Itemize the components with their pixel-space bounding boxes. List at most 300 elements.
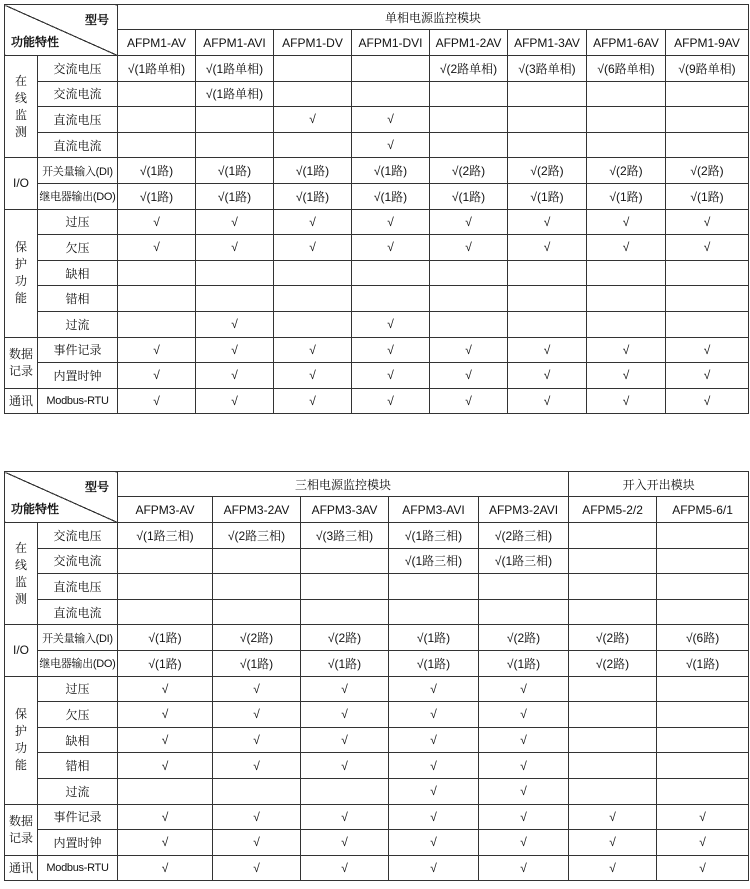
feature-label: 交流电流 [38, 548, 118, 574]
table-row [5, 286, 749, 312]
feature-label: Modbus-RTU [38, 855, 118, 881]
spec-cell [479, 599, 569, 625]
spec-cell: √ [389, 676, 479, 702]
spec-cell [274, 260, 352, 286]
spec-cell: √ [587, 337, 666, 363]
spec-cell [657, 778, 749, 804]
spec-cell [196, 260, 274, 286]
spec-cell: √ [301, 753, 389, 779]
model-header: AFPM1-AV [118, 30, 196, 56]
spec-cell [118, 778, 213, 804]
feature-label: 直流电压 [38, 574, 118, 600]
spec-cell [508, 132, 587, 158]
spec-cell [213, 574, 301, 600]
spec-cell: √ [213, 855, 301, 881]
feature-label: 开关量输入(DI) [38, 625, 118, 651]
spec-cell [118, 286, 196, 312]
spec-cell [569, 676, 657, 702]
table-row [5, 599, 749, 625]
spec-cell: √ [430, 235, 508, 261]
three-phase-io-spec-table [4, 471, 749, 881]
spec-cell: √ [118, 337, 196, 363]
feature-label: 直流电流 [38, 132, 118, 158]
group-label [5, 804, 38, 855]
spec-cell: √(1路单相) [196, 81, 274, 107]
table-row [5, 778, 749, 804]
spec-cell [118, 132, 196, 158]
feature-label: 交流电压 [38, 523, 118, 549]
spec-cell [301, 548, 389, 574]
spec-cell: √ [301, 702, 389, 728]
spec-cell: √(3路单相) [508, 56, 587, 82]
spec-cell: √ [587, 209, 666, 235]
feature-label: 直流电流 [38, 599, 118, 625]
spec-cell: √(1路) [301, 650, 389, 676]
table-row [5, 625, 749, 651]
spec-cell: √ [352, 363, 430, 389]
spec-cell [569, 548, 657, 574]
spec-cell: √ [118, 388, 196, 414]
spec-cell [118, 311, 196, 337]
spec-cell [430, 81, 508, 107]
spec-cell: √ [118, 676, 213, 702]
model-header: AFPM3-2AVI [479, 497, 569, 523]
spec-cell: √(1路三相) [389, 548, 479, 574]
spec-cell: √(1路单相) [196, 56, 274, 82]
group-label-text: I/O [12, 175, 29, 190]
spec-cell: √(1路) [196, 158, 274, 184]
spec-cell: √(2路) [301, 625, 389, 651]
group-label-text: 通讯 [8, 860, 33, 875]
table-row [5, 107, 749, 133]
spec-cell: √(1路) [657, 650, 749, 676]
spec-cell: √ [274, 107, 352, 133]
spec-cell: √ [430, 388, 508, 414]
spec-cell: √ [118, 830, 213, 856]
spec-cell: √ [118, 753, 213, 779]
spec-cell: √(1路) [479, 650, 569, 676]
spec-cell: √ [587, 363, 666, 389]
group-label-text: 数据 记录 [8, 346, 33, 378]
table-row [5, 804, 749, 830]
spec-cell: √(1路) [430, 183, 508, 209]
model-header: AFPM3-AVI [389, 497, 479, 523]
spec-cell [657, 702, 749, 728]
table-row [5, 650, 749, 676]
model-header: AFPM1-DVI [352, 30, 430, 56]
table-row [5, 676, 749, 702]
spec-cell: √ [213, 753, 301, 779]
spec-cell: √(2路) [508, 158, 587, 184]
spec-cell: √ [118, 855, 213, 881]
category-header: 三相电源监控模块 [118, 472, 569, 497]
spec-cell [430, 311, 508, 337]
spec-cell: √(2路) [666, 158, 749, 184]
table-row [5, 209, 749, 235]
spec-cell [666, 311, 749, 337]
spec-cell: √(1路) [213, 650, 301, 676]
spec-cell: √ [352, 235, 430, 261]
group-label-text: 保 护 功 能 [14, 240, 27, 306]
spec-cell [569, 574, 657, 600]
spec-cell [196, 107, 274, 133]
spec-cell: √ [213, 830, 301, 856]
spec-cell: √ [301, 804, 389, 830]
spec-cell: √ [479, 830, 569, 856]
spec-cell [118, 107, 196, 133]
spec-cell: √ [196, 311, 274, 337]
spec-cell: √ [508, 363, 587, 389]
spec-cell: √(2路) [213, 625, 301, 651]
spec-cell: √ [479, 753, 569, 779]
spec-cell [389, 599, 479, 625]
spec-cell: √ [274, 337, 352, 363]
table-row [5, 81, 749, 107]
spec-cell: √ [389, 855, 479, 881]
group-label-text: 保 护 功 能 [14, 707, 27, 773]
spec-cell: √(1路三相) [118, 523, 213, 549]
spec-cell: √ [430, 337, 508, 363]
spec-cell: √ [118, 804, 213, 830]
spec-cell: √ [118, 363, 196, 389]
spec-cell: √(1路) [587, 183, 666, 209]
table-row [5, 183, 749, 209]
model-header: AFPM1-2AV [430, 30, 508, 56]
table-row [5, 548, 749, 574]
table-row [5, 855, 749, 881]
category-header: 单相电源监控模块 [118, 5, 749, 30]
group-label [5, 158, 38, 209]
table-row [5, 337, 749, 363]
feature-label: 欠压 [38, 702, 118, 728]
spec-cell: √ [666, 337, 749, 363]
spec-cell [213, 548, 301, 574]
spec-cell: √ [508, 235, 587, 261]
feature-label: 过流 [38, 311, 118, 337]
spec-cell: √(2路) [569, 650, 657, 676]
group-label [5, 676, 38, 804]
spec-cell [657, 574, 749, 600]
spec-cell [118, 574, 213, 600]
spec-cell: √(1路单相) [118, 56, 196, 82]
spec-cell: √ [274, 363, 352, 389]
table-row [5, 132, 749, 158]
spec-cell: √ [301, 855, 389, 881]
spec-cell: √ [587, 388, 666, 414]
feature-label: 继电器输出(DO) [38, 183, 118, 209]
model-header: AFPM1-AVI [196, 30, 274, 56]
spec-cell: √(6路单相) [587, 56, 666, 82]
spec-cell: √ [352, 337, 430, 363]
group-label [5, 523, 38, 625]
spec-cell: √ [389, 804, 479, 830]
spec-cell [118, 81, 196, 107]
model-header: AFPM1-6AV [587, 30, 666, 56]
spec-cell: √(1路) [118, 158, 196, 184]
spec-cell [569, 523, 657, 549]
feature-header-label: 功能特性 [11, 502, 60, 516]
spec-cell [587, 311, 666, 337]
spec-cell: √(9路单相) [666, 56, 749, 82]
spec-cell: √ [430, 363, 508, 389]
spec-cell: √(2路三相) [479, 523, 569, 549]
model-header: AFPM3-AV [118, 497, 213, 523]
feature-label: 事件记录 [38, 337, 118, 363]
spec-cell: √ [301, 676, 389, 702]
group-label-text: 通讯 [8, 393, 33, 408]
spec-cell [213, 599, 301, 625]
spec-cell: √(2路) [587, 158, 666, 184]
spec-cell: √ [569, 855, 657, 881]
spec-cell [657, 676, 749, 702]
group-label [5, 337, 38, 388]
feature-label: 欠压 [38, 235, 118, 261]
spec-cell: √(1路) [508, 183, 587, 209]
spec-cell: √(1路) [666, 183, 749, 209]
feature-header-label: 功能特性 [11, 35, 60, 49]
spec-cell [569, 702, 657, 728]
spec-cell [274, 311, 352, 337]
spec-cell [508, 107, 587, 133]
table-row [5, 753, 749, 779]
spec-cell: √(3路三相) [301, 523, 389, 549]
table-row [5, 727, 749, 753]
spec-cell: √ [196, 388, 274, 414]
spec-cell: √ [118, 702, 213, 728]
spec-cell: √ [389, 727, 479, 753]
spec-cell [657, 523, 749, 549]
spec-cell: √ [196, 337, 274, 363]
header-row-category [5, 472, 749, 497]
spec-cell: √ [508, 388, 587, 414]
spec-cell [213, 778, 301, 804]
spec-cell: √(1路) [352, 183, 430, 209]
spec-cell: √ [666, 235, 749, 261]
feature-label: 错相 [38, 753, 118, 779]
spec-cell: √ [479, 804, 569, 830]
spec-cell [352, 260, 430, 286]
spec-cell [508, 81, 587, 107]
spec-cell: √ [666, 209, 749, 235]
table-row [5, 363, 749, 389]
spec-cell [657, 599, 749, 625]
spec-cell: √ [274, 209, 352, 235]
spec-cell: √ [213, 804, 301, 830]
spec-cell: √ [479, 778, 569, 804]
spec-cell: √ [196, 235, 274, 261]
spec-cell: √(6路) [657, 625, 749, 651]
spec-cell [352, 81, 430, 107]
spec-cell: √ [479, 727, 569, 753]
model-header-label: 型号 [84, 13, 109, 27]
spec-cell: √ [657, 830, 749, 856]
model-header: AFPM1-9AV [666, 30, 749, 56]
spec-cell: √ [274, 235, 352, 261]
group-label [5, 625, 38, 676]
table-row [5, 388, 749, 414]
group-label-text: 在 线 监 测 [14, 540, 27, 606]
spec-cell: √ [479, 702, 569, 728]
feature-label: 错相 [38, 286, 118, 312]
group-label [5, 209, 38, 337]
spec-cell: √(2路) [430, 158, 508, 184]
feature-label: 继电器输出(DO) [38, 650, 118, 676]
feature-label: 内置时钟 [38, 363, 118, 389]
spec-cell [274, 56, 352, 82]
group-label-text: 在 线 监 测 [14, 73, 27, 139]
spec-cell: √ [657, 804, 749, 830]
spec-cell [657, 753, 749, 779]
spec-cell: √ [389, 778, 479, 804]
feature-label: 过流 [38, 778, 118, 804]
table-row [5, 311, 749, 337]
spec-cell: √(1路三相) [389, 523, 479, 549]
spec-cell: √ [352, 107, 430, 133]
feature-label: 开关量输入(DI) [38, 158, 118, 184]
feature-label: 直流电压 [38, 107, 118, 133]
spec-cell: √ [389, 702, 479, 728]
spec-cell: √(2路单相) [430, 56, 508, 82]
table-row [5, 523, 749, 549]
model-header: AFPM1-DV [274, 30, 352, 56]
header-corner-cell [5, 472, 118, 523]
spec-cell: √(1路) [389, 625, 479, 651]
spec-cell [569, 778, 657, 804]
spec-cell [569, 727, 657, 753]
spec-cell [274, 81, 352, 107]
group-label [5, 388, 38, 414]
feature-label: 内置时钟 [38, 830, 118, 856]
spec-cell [569, 599, 657, 625]
spec-cell [587, 132, 666, 158]
spec-cell [587, 107, 666, 133]
spec-cell: √ [569, 804, 657, 830]
spec-cell [508, 286, 587, 312]
group-label [5, 56, 38, 158]
group-label [5, 855, 38, 881]
spec-cell [508, 311, 587, 337]
single-phase-spec-table [4, 4, 749, 414]
spec-cell: √(1路) [274, 183, 352, 209]
spec-cell: √(1路) [274, 158, 352, 184]
spec-cell [666, 260, 749, 286]
table-row [5, 56, 749, 82]
table-row [5, 702, 749, 728]
category-header: 开入开出模块 [569, 472, 749, 497]
spec-cell: √ [213, 727, 301, 753]
feature-label: Modbus-RTU [38, 388, 118, 414]
group-label-text: I/O [12, 642, 29, 657]
header-corner-cell [5, 5, 118, 56]
spec-cell [587, 286, 666, 312]
spec-cell: √ [352, 388, 430, 414]
spec-cell [430, 107, 508, 133]
spec-cell: √ [389, 830, 479, 856]
table-row [5, 830, 749, 856]
spec-cell: √ [479, 676, 569, 702]
spec-cell: √(1路) [118, 650, 213, 676]
spec-cell [430, 132, 508, 158]
spec-cell [657, 548, 749, 574]
model-header: AFPM3-3AV [301, 497, 389, 523]
model-header: AFPM1-3AV [508, 30, 587, 56]
spec-cell: √(2路) [569, 625, 657, 651]
feature-label: 缺相 [38, 260, 118, 286]
spec-cell [118, 548, 213, 574]
spec-cell: √ [352, 209, 430, 235]
spec-cell [118, 260, 196, 286]
spec-cell [657, 727, 749, 753]
model-header: AFPM3-2AV [213, 497, 301, 523]
feature-label: 过压 [38, 676, 118, 702]
spec-cell: √ [666, 363, 749, 389]
model-header: AFPM5-2/2 [569, 497, 657, 523]
spec-cell: √(1路) [196, 183, 274, 209]
spec-cell: √ [213, 676, 301, 702]
spec-cell [666, 81, 749, 107]
spec-cell: √(2路三相) [213, 523, 301, 549]
spec-cell [430, 286, 508, 312]
spec-cell: √ [479, 855, 569, 881]
spec-cell: √(1路三相) [479, 548, 569, 574]
group-label-text: 数据 记录 [8, 813, 33, 845]
spec-cell [666, 107, 749, 133]
spec-cell: √ [213, 702, 301, 728]
spec-cell [301, 574, 389, 600]
feature-label: 交流电压 [38, 56, 118, 82]
spec-cell: √ [118, 209, 196, 235]
spec-cell: √(1路) [389, 650, 479, 676]
spec-cell [118, 599, 213, 625]
model-header: AFPM5-6/1 [657, 497, 749, 523]
spec-cell: √(1路) [352, 158, 430, 184]
spec-cell: √(2路) [479, 625, 569, 651]
spec-cell: √ [666, 388, 749, 414]
spec-cell [587, 260, 666, 286]
spec-cell: √ [430, 209, 508, 235]
spec-cell [274, 286, 352, 312]
spec-cell [666, 286, 749, 312]
spec-cell [352, 286, 430, 312]
spec-cell [274, 132, 352, 158]
feature-label: 交流电流 [38, 81, 118, 107]
feature-label: 过压 [38, 209, 118, 235]
spec-cell: √ [118, 235, 196, 261]
spec-cell [389, 574, 479, 600]
spec-cell: √ [301, 830, 389, 856]
spec-cell [301, 778, 389, 804]
table-row [5, 235, 749, 261]
spec-cell [508, 260, 587, 286]
spec-cell: √(1路) [118, 625, 213, 651]
table-row [5, 260, 749, 286]
spec-cell [479, 574, 569, 600]
header-row-category [5, 5, 749, 30]
table-row [5, 158, 749, 184]
spec-cell: √ [508, 337, 587, 363]
spec-cell [666, 132, 749, 158]
table-row [5, 574, 749, 600]
model-header-label: 型号 [84, 480, 109, 494]
spec-cell [196, 286, 274, 312]
spec-cell: √ [301, 727, 389, 753]
spec-cell: √ [352, 132, 430, 158]
spec-cell [352, 56, 430, 82]
feature-label: 缺相 [38, 727, 118, 753]
spec-cell: √ [118, 727, 213, 753]
spec-cell: √ [569, 830, 657, 856]
spec-cell: √ [196, 209, 274, 235]
